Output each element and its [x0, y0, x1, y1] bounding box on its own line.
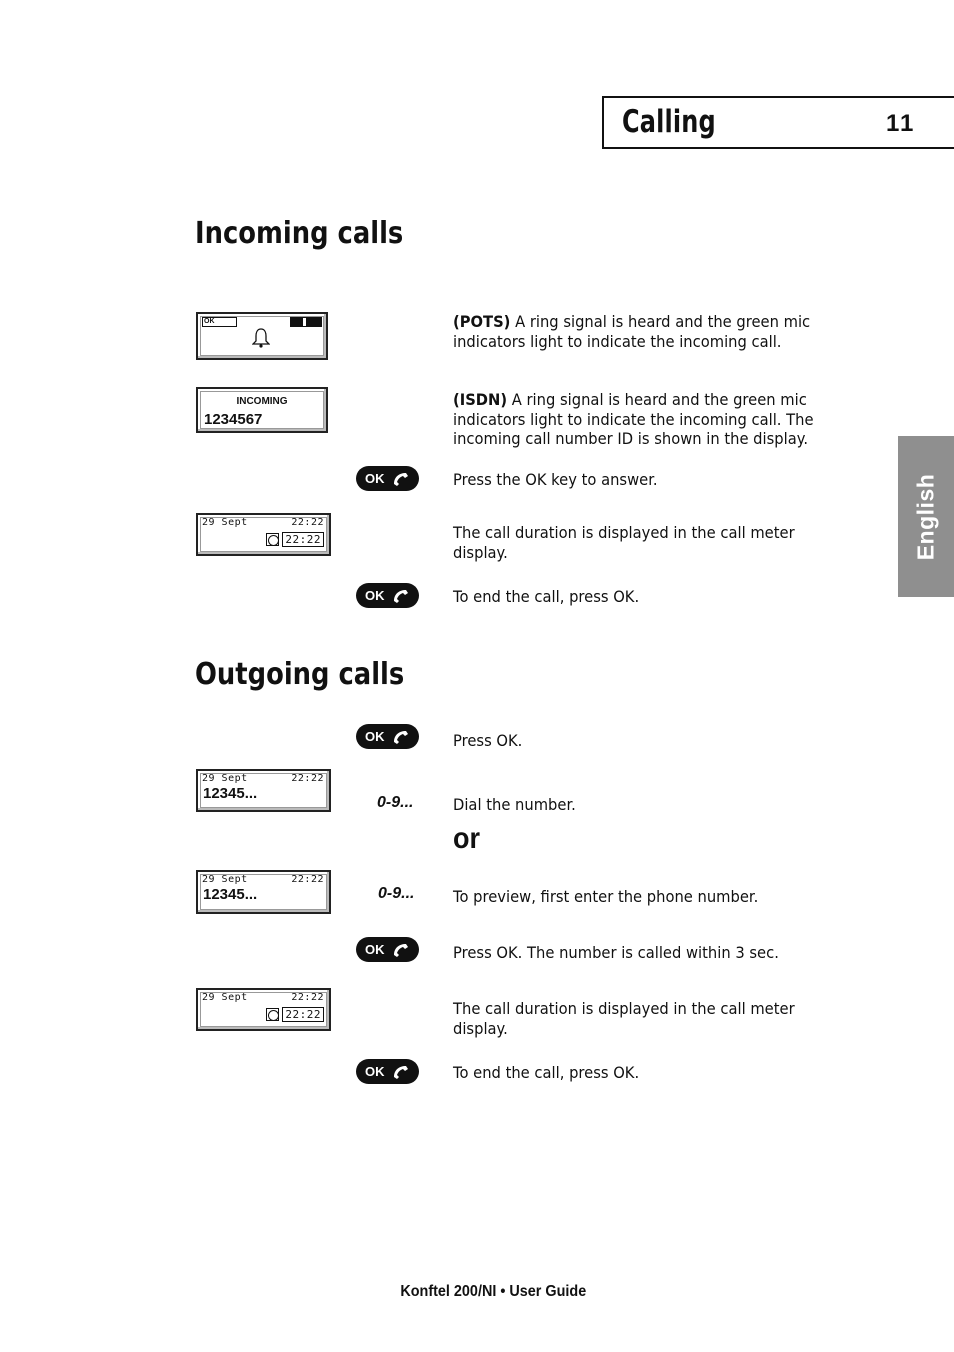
- lcd-ok-indicator: OK: [202, 317, 237, 327]
- lcd-incoming-display: [196, 387, 328, 433]
- pots-description: [453, 312, 821, 351]
- or-separator: or: [453, 822, 480, 855]
- ok-key-call[interactable]: [356, 937, 419, 962]
- lcd-status-bar: [202, 317, 322, 327]
- pots-text: A ring signal is heard and the green mic indicators light to indicate the incoming call.: [453, 312, 811, 351]
- chapter-title: Calling: [622, 104, 716, 140]
- pots-tag: (POTS): [453, 312, 511, 331]
- lcd-date-time-row: [202, 773, 324, 784]
- answer-description: Press the OK key to answer.: [453, 470, 658, 489]
- ok-key-label: OK: [365, 942, 385, 957]
- lcd-date: 29 Sept: [202, 874, 248, 885]
- lcd-meter-time: 22:22: [282, 532, 324, 547]
- lcd-preview-display: [196, 870, 331, 914]
- incoming-duration-description: The call duration is displayed in the call meter display.: [453, 523, 795, 562]
- outgoing-duration-description: The call duration is displayed in the call meter display.: [453, 999, 795, 1038]
- lcd-time: 22:22: [291, 992, 324, 1003]
- lcd-meter-time: 22:22: [282, 1007, 324, 1022]
- phone-handset-icon: [392, 471, 410, 486]
- lcd-preview-number: 12345...: [203, 886, 258, 903]
- lcd-meter: [266, 532, 324, 547]
- lcd-battery-icon: [290, 317, 322, 327]
- ok-key-label: OK: [365, 471, 385, 486]
- phone-handset-icon: [392, 942, 410, 957]
- lcd-time: 22:22: [291, 517, 324, 528]
- footer-text: Konftel 200/NI • User Guide: [400, 1283, 587, 1300]
- ok-key-answer[interactable]: [356, 466, 419, 491]
- lcd-call-meter-display: [196, 513, 331, 556]
- preview-keys-label: 0-9...: [378, 885, 415, 902]
- lcd-date-time-row: [202, 874, 324, 885]
- lcd-incoming-label: INCOMING: [236, 396, 288, 407]
- lcd-time: 22:22: [291, 773, 324, 784]
- phone-handset-icon: [392, 1064, 410, 1079]
- isdn-description: [453, 390, 849, 449]
- clock-icon: [266, 1008, 279, 1021]
- lcd-dialed-number: 12345...: [203, 785, 258, 802]
- outgoing-calls-heading: Outgoing calls: [195, 657, 405, 692]
- preview-description: To preview, first enter the phone number.: [453, 887, 759, 906]
- lcd-dial-display: [196, 769, 331, 812]
- incoming-calls-heading: Incoming calls: [195, 216, 404, 251]
- lcd-outgoing-meter-display: [196, 988, 331, 1031]
- page-footer: [0, 1283, 954, 1301]
- incoming-end-description: To end the call, press OK.: [453, 587, 640, 606]
- isdn-text: A ring signal is heard and the green mic indicators light to indicate the incoming call. The incoming call number ID is shown in the display.: [453, 390, 814, 448]
- language-tab-label: English: [912, 473, 939, 560]
- ok-key-end-incoming[interactable]: [356, 583, 419, 608]
- lcd-incoming-number: 1234567: [204, 411, 263, 428]
- ok-key-label: OK: [365, 729, 385, 744]
- lcd-date: 29 Sept: [202, 992, 248, 1003]
- lcd-time: 22:22: [291, 874, 324, 885]
- lcd-ringing-display: [196, 312, 328, 360]
- clock-icon: [266, 533, 279, 546]
- ok-key-start-outgoing[interactable]: [356, 724, 419, 749]
- ok-key-end-outgoing[interactable]: [356, 1059, 419, 1084]
- outgoing-end-description: To end the call, press OK.: [453, 1063, 640, 1082]
- ok-key-label: OK: [365, 1064, 385, 1079]
- isdn-tag: (ISDN): [453, 390, 508, 409]
- lcd-date: 29 Sept: [202, 517, 248, 528]
- dial-keys-label: 0-9...: [377, 794, 414, 811]
- dial-description: Dial the number.: [453, 795, 576, 814]
- press-ok-call-description: Press OK. The number is called within 3 sec.: [453, 943, 779, 962]
- ok-key-label: OK: [365, 588, 385, 603]
- lcd-meter: [266, 1007, 324, 1022]
- lcd-date: 29 Sept: [202, 773, 248, 784]
- press-ok-description: Press OK.: [453, 731, 523, 750]
- phone-handset-icon: [392, 729, 410, 744]
- page-number: 11: [886, 110, 916, 137]
- phone-handset-icon: [392, 588, 410, 603]
- language-tab: [898, 436, 954, 597]
- page-header: [602, 96, 954, 149]
- lcd-date-time-row: [202, 992, 324, 1003]
- bell-icon: [252, 328, 270, 348]
- lcd-date-time-row: [202, 517, 324, 528]
